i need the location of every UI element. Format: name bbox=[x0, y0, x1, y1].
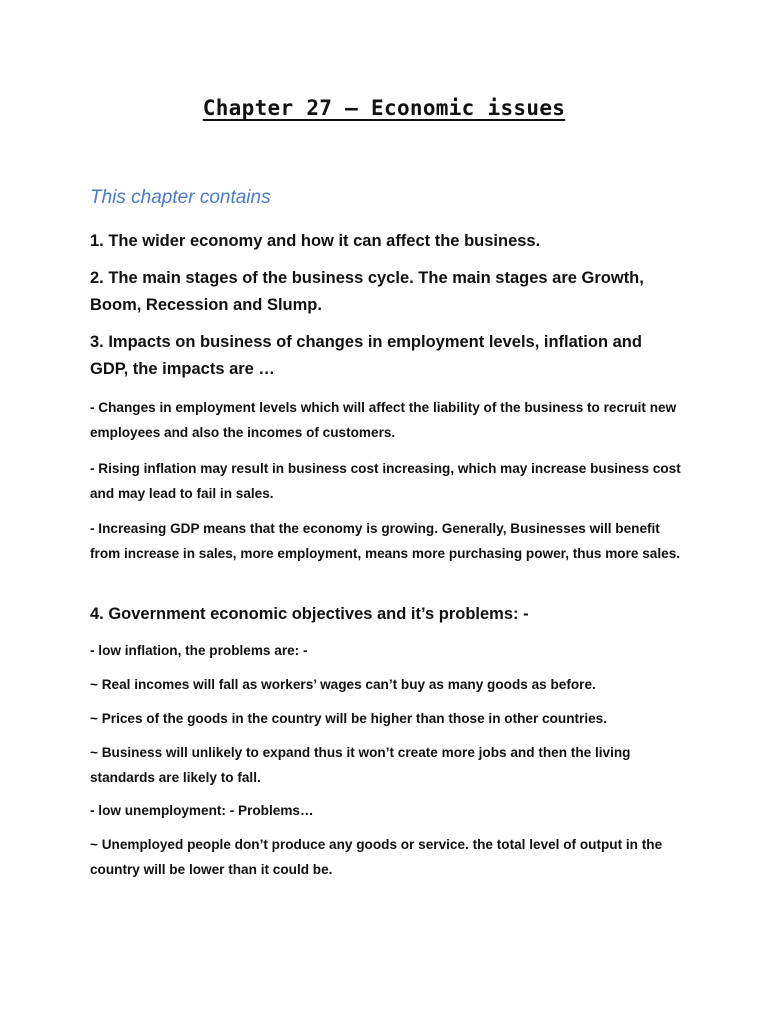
item-unemployed-people: ~ Unemployed people don’t produce any goods or service. the total level of output in the country will be lower than it could be. bbox=[90, 837, 663, 877]
item-government-objectives: 4. Government economic objectives and it’s problems: - bbox=[90, 605, 529, 623]
item-employment-levels: - Changes in employment levels which will affect the liability of the business to recruit new employees and also the incomes of customers. bbox=[90, 400, 677, 440]
item-low-inflation: - low inflation, the problems are: - bbox=[90, 643, 308, 658]
chapter-title-text: Chapter 27 – Economic issues bbox=[202, 96, 566, 120]
item-business-expand: ~ Business will unlikely to expand thus it won’t create more jobs and then the living standards are likely to fall. bbox=[90, 745, 631, 785]
chapter-subtitle: This chapter contains bbox=[90, 187, 271, 208]
chapter-title bbox=[0, 96, 768, 120]
item-business-cycle: 2. The main stages of the business cycle. The main stages are Growth, Boom, Recession and Slump. bbox=[90, 269, 644, 314]
item-wider-economy: 1. The wider economy and how it can affect the business. bbox=[90, 232, 541, 250]
item-rising-inflation: - Rising inflation may result in business cost increasing, which may increase business cost and may lead to fail in sales. bbox=[90, 461, 681, 501]
item-impacts: 3. Impacts on business of changes in employment levels, inflation and GDP, the impacts are … bbox=[90, 333, 642, 378]
item-increasing-gdp: - Increasing GDP means that the economy is growing. Generally, Businesses will benefit from increase in sales, more employment, means more purchasing power, thus more sales. bbox=[90, 521, 681, 561]
item-real-incomes: ~ Real incomes will fall as workers’ wages can’t buy as many goods as before. bbox=[90, 677, 596, 692]
item-low-unemployment: - low unemployment: - Problems… bbox=[90, 803, 314, 818]
item-prices: ~ Prices of the goods in the country will be higher than those in other countries. bbox=[90, 711, 608, 726]
